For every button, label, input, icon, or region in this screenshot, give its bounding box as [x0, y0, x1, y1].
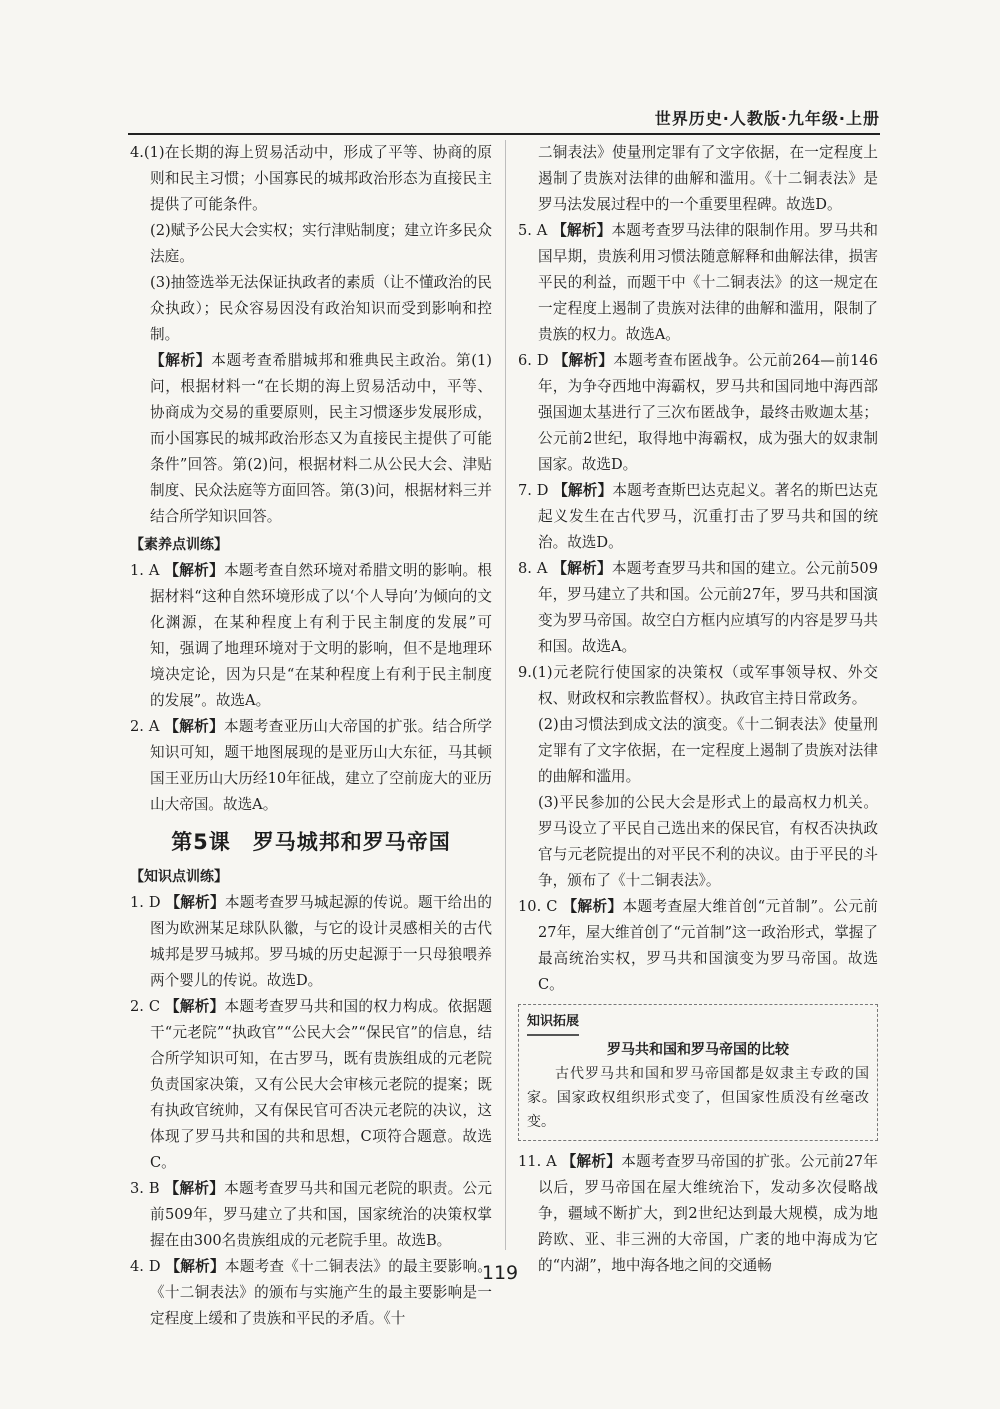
- answer-head: 3. B: [130, 1180, 165, 1197]
- knowledge-answer-5: [518, 218, 878, 348]
- analysis-tag: 【解析】: [552, 222, 612, 239]
- analysis-text: 本题考查罗马法律的限制作用。罗马共和国早期，贵族利用习惯法随意解释和曲解法律，损害平民的利益，而题干中《十二铜表法》的这一规定在一定程度上遏制了贵族对法律的曲解和滥用，限制了贵族的权力。故选A。: [538, 222, 878, 343]
- knowledge-extension-box: [518, 1004, 878, 1141]
- analysis-tag: 【解析】: [164, 562, 224, 579]
- answer-head: 4. D: [130, 1258, 166, 1275]
- column-divider: [505, 140, 506, 1250]
- knowledge-answer-11: [518, 1149, 878, 1279]
- analysis-text: 本题考查罗马城起源的传说。题干给出的图为欧洲某足球队队徽，与它的设计灵感相关的古代城邦是罗马城邦。罗马城的历史起源于一只母狼喂养两个婴儿的传说。故选D。: [150, 894, 492, 989]
- analysis-text: 本题考查斯巴达克起义。著名的斯巴达克起义发生在古代罗马，沉重打击了罗马共和国的统治。故选D。: [538, 482, 878, 551]
- knowledge-answer-3: [130, 1176, 492, 1254]
- analysis-text: 本题考查布匿战争。公元前264—前146年，为争夺西地中海霸权，罗马共和国同地中海西部强国迦太基进行了三次布匿战争，最终击败迦太基；公元前2世纪，取得地中海霸权，成为强大的奴隶制国家。故选D。: [538, 352, 878, 473]
- literacy-answer-2: [130, 714, 492, 818]
- analysis-tag: 【解析】: [165, 894, 225, 911]
- knowledge-answer-10: [518, 894, 878, 998]
- knowledge-answer-1: [130, 890, 492, 994]
- analysis-tag: 【解析】: [562, 898, 623, 915]
- analysis-tag: 【解析】: [553, 352, 614, 369]
- section-literacy: 【素养点训练】: [130, 537, 228, 553]
- analysis-text: 本题考查罗马共和国元老院的职责。公元前509年，罗马建立了共和国，国家统治的决策权掌握在由300名贵族组成的元老院手里。故选B。: [150, 1180, 492, 1249]
- analysis-text: 本题考查亚历山大帝国的扩张。结合所学知识可知，题干地图展现的是亚历山大东征，马其顿国王亚历山大历经10年征战，建立了空前庞大的亚历山大帝国。故选A。: [150, 718, 492, 813]
- answer-q4-part1: 4.(1)在长期的海上贸易活动中，形成了平等、协商的原则和民主习惯；小国寡民的城邦政治形态为直接民主提供了可能条件。: [130, 144, 492, 213]
- analysis-text: 本题考查自然环境对希腊文明的影响。根据材料“这种自然环境形成了以‘个人导向’为倾向的文化渊源，在某种程度上有利于民主制度的发展”可知，强调了地理环境对于文明的影响，但不是地理环境决定论，因为只是“在某种程度上有利于民主制度的发展”。故选A。: [150, 562, 492, 709]
- answer-q9-part1: 9.(1)元老院行使国家的决策权（或军事领导权、外交权、财政权和宗教监督权）。执政官主持日常政务。: [518, 664, 878, 707]
- analysis-text: 本题考查罗马共和国的权力构成。依据题干“元老院”“执政官”“公民大会”“保民官”的信息，结合所学知识可知，在古罗马，既有贵族组成的元老院负责国家决策，又有公民大会审核元老院的提案；既有执政官统帅，又有保民官可否决元老院的决议，这体现了罗马共和国的共和思想，C项符合题意。故选C。: [150, 998, 492, 1171]
- page-number: 119: [481, 1262, 519, 1284]
- analysis-tag: 【解析】: [553, 482, 613, 499]
- extension-title: 罗马共和国和罗马帝国的比较: [607, 1042, 789, 1058]
- knowledge-answer-6: [518, 348, 878, 478]
- answer-head: 5. A: [518, 222, 553, 239]
- answer-head: 1. A: [130, 562, 165, 579]
- answer-head: 7. D: [518, 482, 554, 499]
- answer-q9-part3: (3)平民参加的公民大会是形式上的最高权力机关。罗马设立了平民自己选出来的保民官，有权否决执政官与元老院提出的对平民不利的决议。由于平民的斗争，颁布了《十二铜表法》。: [538, 794, 878, 889]
- running-header: 世界历史·人教版·九年级·上册: [654, 109, 880, 128]
- answer-head: 11. A: [518, 1153, 562, 1170]
- answer-4-continuation: 二铜表法》使量刑定罪有了文字依据，在一定程度上遏制了贵族对法律的曲解和滥用。《十二铜表法》是罗马法发展过程中的一个重要里程碑。故选D。: [538, 144, 878, 213]
- answer-head: 8. A: [518, 560, 553, 577]
- answer-head: 6. D: [518, 352, 554, 369]
- analysis-tag: 【解析】: [561, 1153, 622, 1170]
- analysis-text: 本题考查希腊城邦和雅典民主政治。第(1)问，根据材料一“在长期的海上贸易活动中，平等、协商成为交易的重要原则，民主习惯逐步发展形成，而小国寡民的城邦政治形态又为直接民主提供了可能条件”回答。第(2)问，根据材料二从公民大会、津贴制度、民众法庭等方面回答。第(3)问，根据材料三并结合所学知识回答。: [150, 352, 492, 525]
- answer-head: 1. D: [130, 894, 166, 911]
- header-rule: [128, 133, 880, 135]
- answer-head: 2. C: [130, 998, 165, 1015]
- extension-text: 古代罗马共和国和罗马帝国都是奴隶主专政的国家。国家政权组织形式变了，但国家性质没有丝毫改变。: [527, 1066, 869, 1130]
- analysis-tag: 【解析】: [164, 718, 224, 735]
- knowledge-answer-2: [130, 994, 492, 1176]
- answer-q4-part3: (3)抽签选举无法保证执政者的素质（让不懂政治的民众执政）；民众容易因没有政治知识而受到影响和控制。: [150, 274, 492, 343]
- section-knowledge: 【知识点训练】: [130, 869, 228, 885]
- answer-head: 10. C: [518, 898, 563, 915]
- analysis-text: 本题考查罗马帝国的扩张。公元前27年以后，罗马帝国在屋大维统治下，发动多次侵略战争，疆域不断扩大，到2世纪达到最大规模，成为地跨欧、亚、非三洲的大帝国，广袤的地中海成为它的“内湖”，地中海各地之间的交通畅: [538, 1153, 878, 1274]
- knowledge-answer-8: [518, 556, 878, 660]
- analysis-tag: 【解析】: [164, 998, 225, 1015]
- analysis-text: 本题考查屋大维首创“元首制”。公元前27年，屋大维首创了“元首制”这一政治形式，掌握了最高统治实权，罗马共和国演变为罗马帝国。故选C。: [538, 898, 878, 993]
- literacy-answer-1: [130, 558, 492, 714]
- analysis-q4: [130, 348, 492, 530]
- answer-q4-part2: (2)赋予公民大会实权；实行津贴制度；建立许多民众法庭。: [150, 222, 492, 265]
- analysis-tag: 【解析】: [552, 560, 612, 577]
- left-column: [130, 140, 492, 1332]
- extension-label: 知识拓展: [527, 1010, 579, 1036]
- answer-head: 2. A: [130, 718, 165, 735]
- analysis-tag: 【解析】: [165, 1258, 225, 1275]
- analysis-tag: 【解析】: [150, 352, 212, 369]
- analysis-text: 本题考查罗马共和国的建立。公元前509年，罗马建立了共和国。公元前27年，罗马共和国演变为罗马帝国。故空白方框内应填写的内容是罗马共和国。故选A。: [538, 560, 878, 655]
- analysis-tag: 【解析】: [164, 1180, 225, 1197]
- knowledge-answer-7: [518, 478, 878, 556]
- right-column: [518, 140, 878, 1279]
- lesson-title: 第5课 罗马城邦和罗马帝国: [171, 830, 451, 854]
- answer-q9-part2: (2)由习惯法到成文法的演变。《十二铜表法》使量刑定罪有了文字依据，在一定程度上遏制了贵族对法律的曲解和滥用。: [538, 716, 878, 785]
- analysis-text: 本题考查《十二铜表法》的最主要影响。《十二铜表法》的颁布与实施产生的最主要影响是一定程度上缓和了贵族和平民的矛盾。《十: [150, 1258, 492, 1327]
